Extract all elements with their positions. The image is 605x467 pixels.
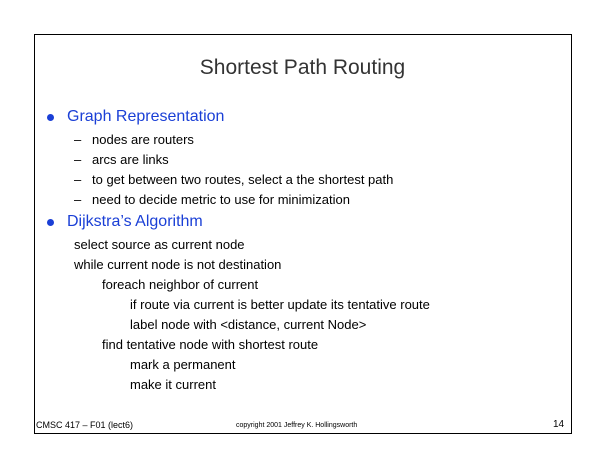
bullet-dot-icon [47, 114, 54, 121]
sub-item-text: arcs are links [92, 152, 169, 167]
algorithm-line: label node with <distance, current Node> [130, 317, 367, 332]
slide-frame [34, 34, 572, 434]
algorithm-line: find tentative node with shortest route [102, 337, 319, 352]
sub-item-text: to get between two routes, select a the shortest path [92, 172, 394, 187]
footer-copyright: copyright 2001 Jeffrey K. Hollingsworth [236, 422, 358, 429]
footer-course: CMSC 417 – F01 (lect6) [36, 420, 134, 430]
dash-icon: – [74, 132, 82, 147]
algorithm-line: while current node is not destination [74, 257, 282, 272]
algorithm-line: mark a permanent [130, 357, 236, 372]
algorithm-line: foreach neighbor of current [102, 277, 259, 292]
algorithm-line: if route via current is better update its tentative route [130, 297, 430, 312]
bullet-label: Graph Representation [67, 108, 225, 125]
dash-icon: – [74, 192, 82, 207]
slide-title: Shortest Path Routing [199, 56, 406, 79]
sub-item-text: nodes are routers [92, 132, 194, 147]
dash-icon: – [74, 172, 82, 187]
sub-item-text: need to decide metric to use for minimization [92, 192, 350, 207]
bullet-label: Dijkstra’s Algorithm [67, 213, 203, 230]
dash-icon: – [74, 152, 82, 167]
bullet-dot-icon [47, 219, 54, 226]
algorithm-line: make it current [130, 377, 216, 392]
page-number: 14 [553, 419, 565, 430]
algorithm-line: select source as current node [74, 237, 245, 252]
